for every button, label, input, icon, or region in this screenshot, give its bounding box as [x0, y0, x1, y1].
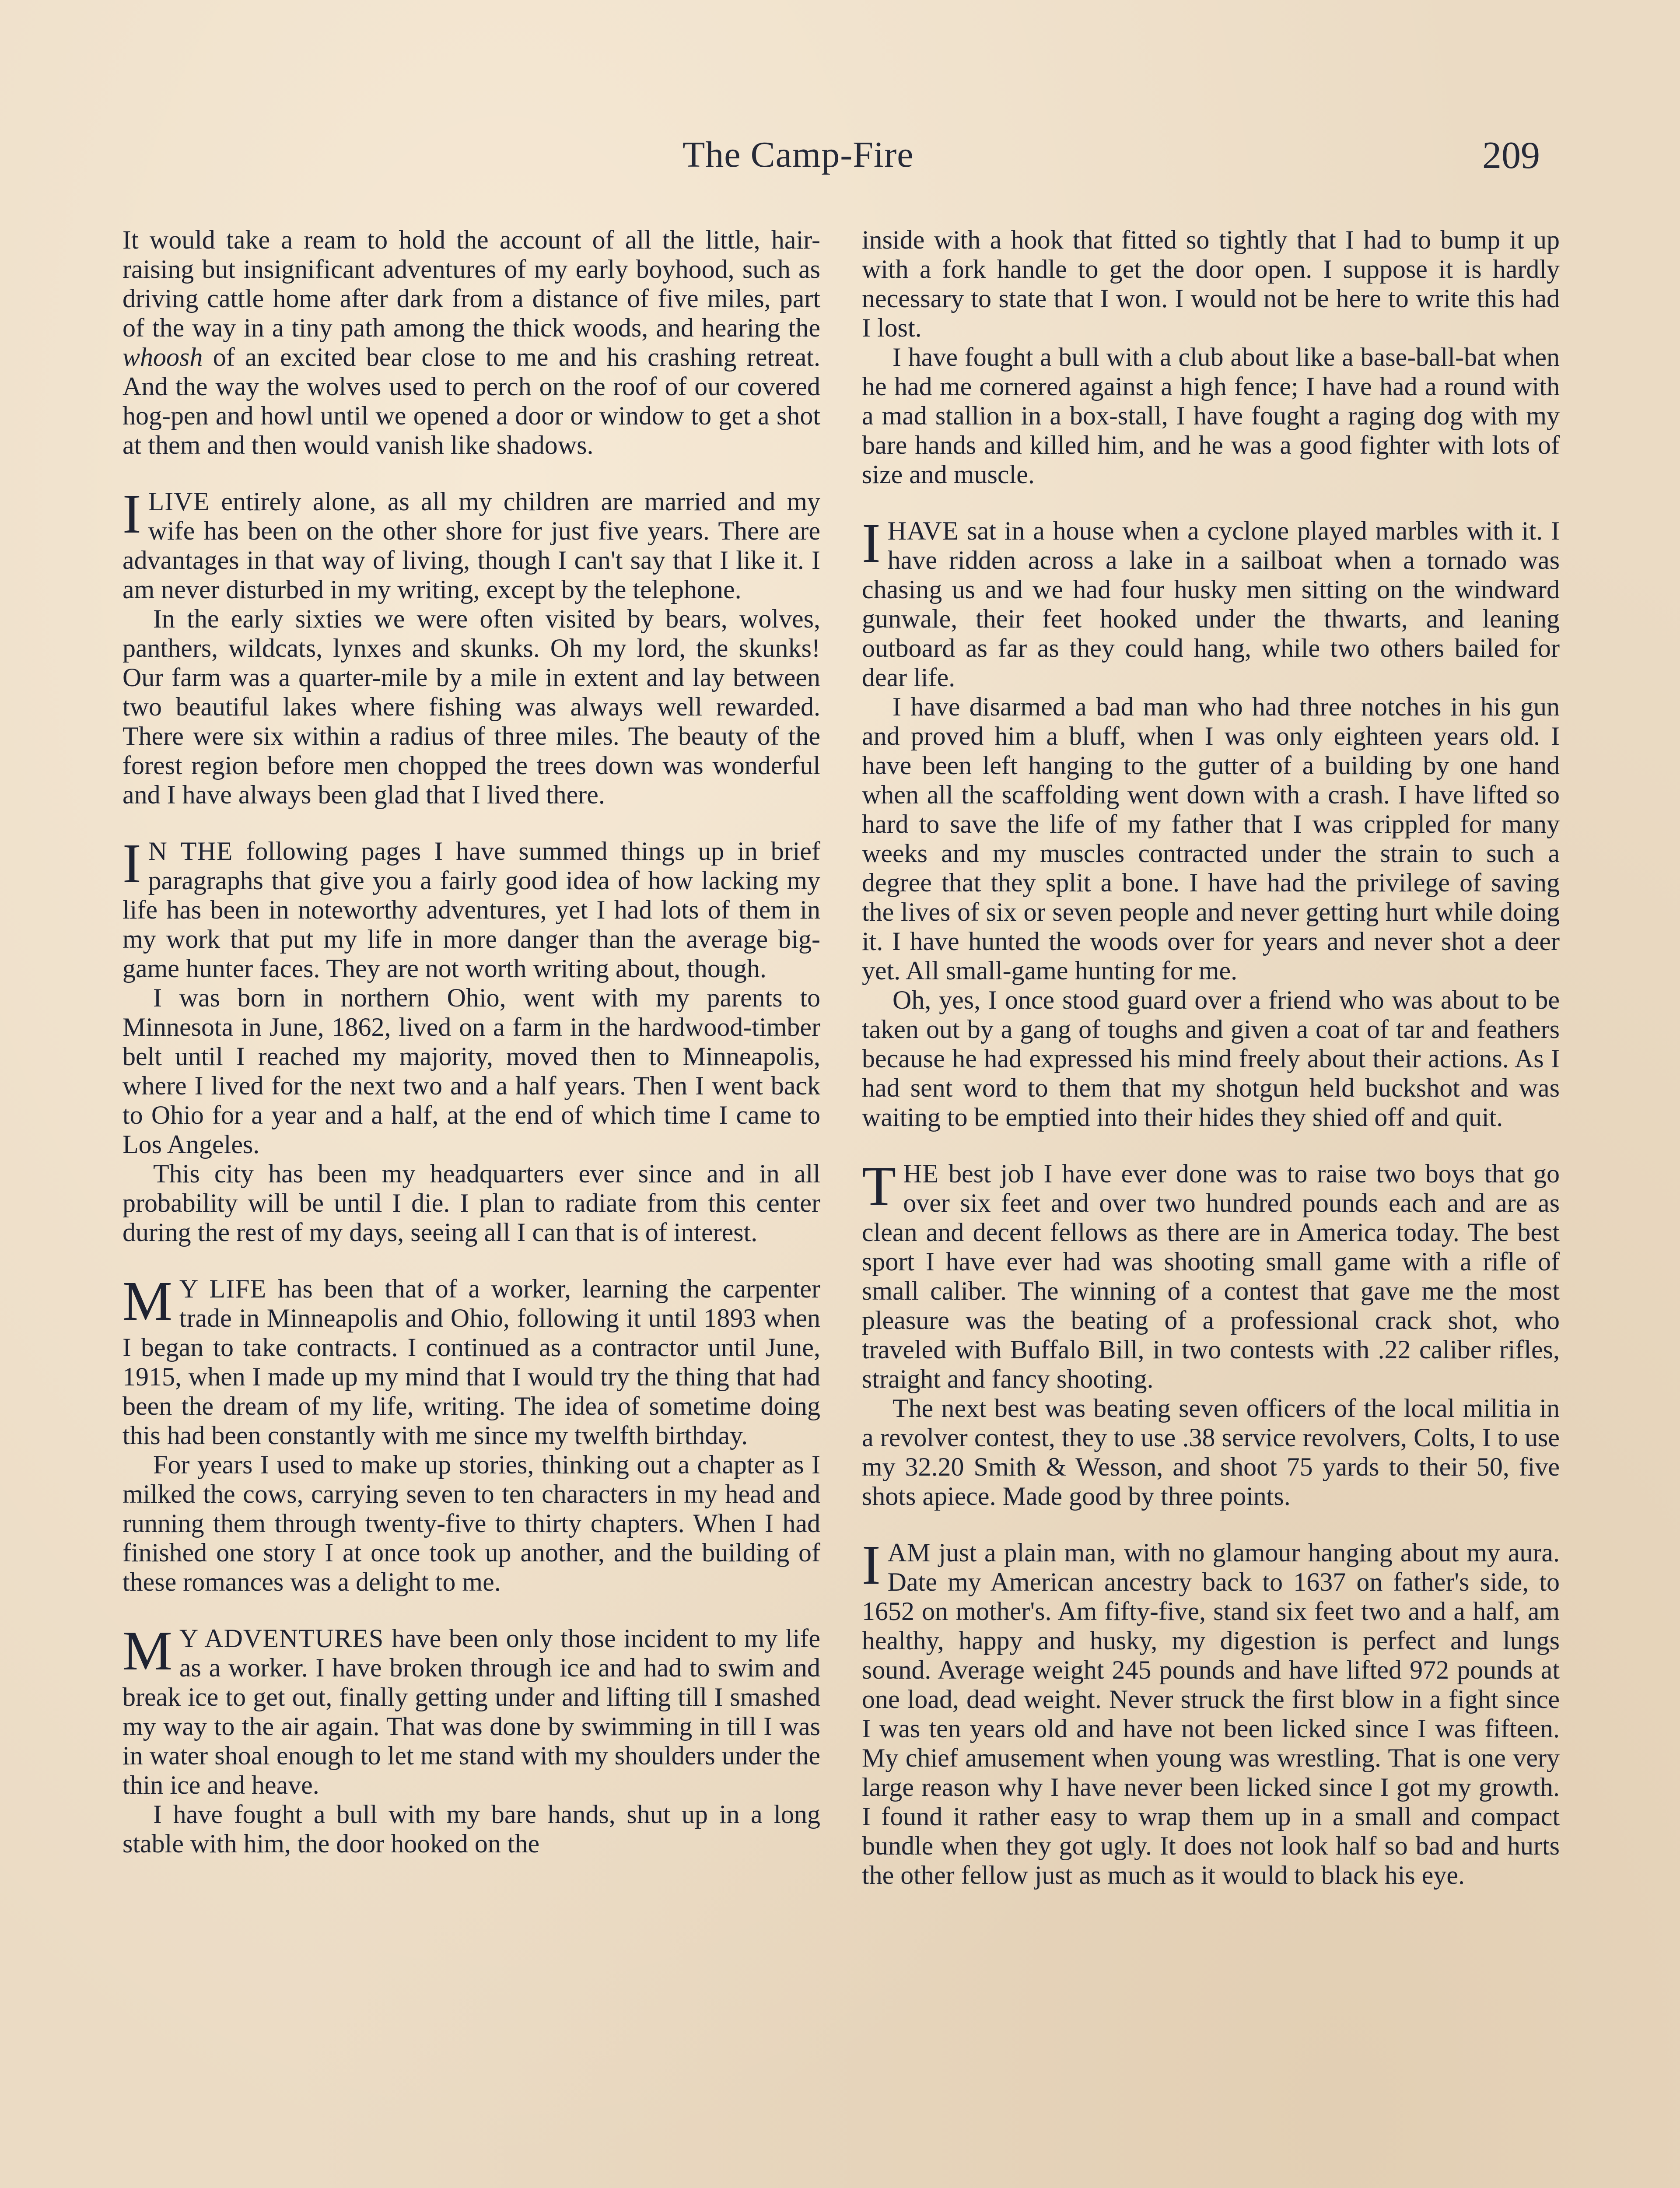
section-paragraph: M Y ADVENTURES have been only those incident to my life as a worker. I have broken through ice and had to swim and break ice to get out, finally getting under and lifting till I smashed my way to the air again. That was done by swimming in till I was in water shoal enough to let me stand with my shoulders under the thin ice and heave. [122, 1620, 820, 1799]
drop-cap: T [862, 1155, 896, 1217]
paragraph: Oh, yes, I once stood guard over a friend who was about to be taken out by a gang of toughs and given a coat of tar and feathers because he had expressed his mind freely about their actions. As I had sent word to them that my shotgun held buckshot and was waiting to be emptied into their hides they shied off and quit. [862, 985, 1560, 1132]
paragraph: I have disarmed a bad man who had three notches in his gun and proved him a bluff, when I was only eighteen years old. I have been left hanging to the gutter of a building by one hand when all the scaffolding went down with a crash. I have lifted so hard to save the life of my father that I was crippled for many weeks and my muscles contracted under the strain to such a degree that they split a bone. I have had the privilege of saving the lives of six or seven people and never getting hurt while doing it. I have hunted the woods over for years and never shot a deer yet. All small-game hunting for me. [862, 692, 1560, 985]
drop-cap: M [122, 1270, 172, 1332]
drop-cap: I [122, 483, 141, 545]
paragraph: I was born in northern Ohio, went with my parents to Minnesota in June, 1862, lived on a farm in the hardwood-timber belt until I reached my majority, moved then to Minneapolis, where I lived for the next two and a half years. Then I went back to Ohio for a year and a half, at the end of which time I came to Los Angeles. [122, 983, 820, 1159]
emphasis: whoosh [122, 343, 203, 372]
drop-cap: I [862, 512, 881, 574]
section-paragraph: THE best job I have ever done was to raise two boys that go over six feet and over two hundred pounds each and are as clean and decent fellows as there are in America today. The best sport I have ever had was shooting small game with a rifle of small caliber. The winning of a contest that gave me the most pleasure was the beating of a professional crack shot, who traveled with Buffalo Bill, in two contests with .22 caliber rifles, straight and fancy shooting. [862, 1155, 1560, 1393]
paragraph: I have fought a bull with a club about like a base-ball-bat when he had me cornered against a high fence; I have had a round with a mad stallion in a box-stall, I have fought a raging dog with my bare hands and killed him, and he was a good fighter with lots of size and muscle. [862, 343, 1560, 489]
paragraph: This city has been my headquarters ever since and in all probability will be until I die. I plan to radiate from this center during the rest of my days, seeing all I can that is of interest. [122, 1159, 820, 1247]
paragraph: For years I used to make up stories, thinking out a chapter as I milked the cows, carrying seven to ten characters in my head and running them through twenty-five to thirty chapters. When I had finished one story I at once took up another, and the building of these romances was a delight to me. [122, 1450, 820, 1596]
paragraph: In the early sixties we were often visited by bears, wolves, panthers, wildcats, lynxes and skunks. Oh my lord, the skunks! Our farm was a quarter-mile by a mile in extent and lay between two beautiful lakes where fishing was always well rewarded. There were six within a radius of three miles. The beauty of the forest region before men chopped the trees down was wonderful and I have always been glad that I lived there. [122, 604, 820, 809]
running-title: The Camp-Fire [682, 134, 914, 175]
paragraph: I have fought a bull with my bare hands, shut up in a long stable with him, the door hooked on the [122, 1800, 820, 1858]
section-paragraph: M Y LIFE has been that of a worker, learning the carpenter trade in Minneapolis and Ohio, following it until 1893 when I began to take contracts. I continued as a contractor until June, 1915, when I made up my mind that I would try the thing that had been the dream of my life, writing. The idea of sometime doing this had been constantly with me since my twelfth birthday. [122, 1270, 820, 1450]
drop-cap: I [862, 1534, 881, 1596]
page-header [0, 133, 1680, 182]
drop-cap: M [122, 1620, 172, 1682]
page-number: 209 [1482, 134, 1540, 177]
section-paragraph: I N THE following pages I have summed things up in brief paragraphs that give you a fairly good idea of how lacking my life has been in noteworthy adventures, yet I had lots of them in my work that put my life in more danger than the average big-game hunter faces. They are not worth writing about, though. [122, 832, 820, 983]
right-column [862, 225, 1560, 1890]
section-paragraph: IAM just a plain man, with no glamour hanging about my aura. Date my American ancestry back to 1637 on father's side, to 1652 on mother's. Am fifty-five, stand six feet two and a half, am healthy, happy and husky, my digestion is perfect and lungs sound. Average weight 245 pounds and have lifted 972 pounds at one load, dead weight. Never struck the first blow in a fight since I was ten years old and have not been licked since I was fifteen. My chief amusement when young was wrestling. That is one very large reason why I have never been licked since I got my growth. I found it rather easy to wrap them up in a small and compact bundle when they got ugly. It does not look half so bad and hurts the other fellow just as much as it would to black his eye. [862, 1534, 1560, 1890]
paragraph: It would take a ream to hold the account of all the little, hair-raising but insignificant adventures of my early boyhood, such as driving cattle home after dark from a distance of five miles, part of the way in a tiny path among the thick woods, and hearing the whoosh of an excited bear close to me and his crashing retreat. And the way the wolves used to perch on the roof of our covered hog-pen and howl until we opened a door or window to get a shot at them and then would vanish like shadows. [122, 225, 821, 459]
paragraph: The next best was beating seven officers of the local militia in a revolver contest, they to use .38 service revolvers, Colts, I to use my 32.20 Smith & Wesson, and shoot 75 yards to their 50, five shots apiece. Made good by three points. [862, 1394, 1560, 1511]
left-column [122, 225, 820, 1858]
section-paragraph: IHAVE sat in a house when a cyclone played marbles with it. I have ridden across a lake in a sailboat when a tornado was chasing us and we had four husky men sitting on the windward gunwale, their feet hooked under the thwarts, and leaning outboard as far as they could hang, while two others bailed for dear life. [862, 512, 1560, 692]
paragraph: inside with a hook that fitted so tightly that I had to bump it up with a fork handle to get the door open. I suppose it is hardly necessary to state that I won. I would not be here to write this had I lost. [862, 225, 1560, 342]
section-paragraph: ILIVE entirely alone, as all my children are married and my wife has been on the other shore for just five years. There are advantages in that way of living, though I can't say that I like it. I am never disturbed in my writing, except by the telephone. [122, 483, 820, 604]
drop-cap: I [122, 832, 141, 894]
